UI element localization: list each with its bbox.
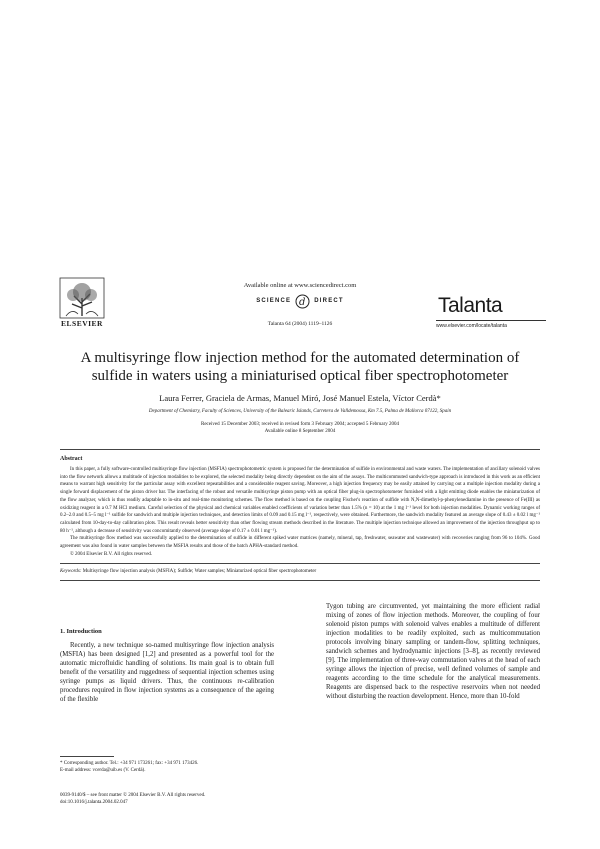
title-line-2: sulfide in waters using a miniaturised optical fiber spectrophotometer [91,368,509,384]
journal-citation: Talanta 64 (2004) 1119–1126 [267,321,333,327]
available-online-text[interactable]: Available online at www.sciencedirect.com [243,282,357,289]
keywords-label: Keywords: [60,569,82,574]
intro-paragraph-right: Tygon tubing are circumvented, yet maintaining the more efficient radial mixing of zones of flow injection methods. Moreover, the coupling of four solenoid piston pumps with solenoid valves enables a multitude of different injection modalities to be readily exploited, such as multicommutation protocols involving binary sampling or tandem-flow, splitting techniques, sandwich schemes and hydrodynamic injections [3–8], as recently reviewed [9]. The implementation of three-way commutation valves at the head of each syringe allows the injection of precise, well defined volumes of sample and reagents according to the time schedule for the analytical measurements. Reagents are dispensed back to the respective reservoirs when not needed without disturbing the reaction development. Hence, more than 10-fold [326,603,540,700]
sciencedirect-logo[interactable] [210,293,390,309]
abstract-heading: Abstract [60,456,83,462]
abstract-top-rule [60,449,540,450]
abstract-copyright: © 2004 Elsevier B.V. All rights reserved. [70,551,153,557]
sciencedirect-right: DIRECT [314,298,344,304]
author-list: Laura Ferrer, Graciela de Armas, Manuel Miró, José Manuel Estela, Víctor Cerdà* [159,393,441,403]
keywords-text: Multisyringe flow injection analysis (MSFIA); Sulfide; Water samples; Miniaturized optical fiber spectrophotometer [82,569,317,574]
author-email[interactable]: E-mail address: vcerda@uib.es (V. Cerdà). [60,768,146,773]
svg-text:d: d [299,296,306,308]
article-identifiers [60,792,274,806]
abstract-bottom-rule [60,580,540,581]
abstract-paragraph-1: In this paper, a fully software-controlled multisyringe flow injection (MSFIA) spectrophotometric system is proposed for the determination of sulfide in environmental and waste waters. The implementation of ancillary solenoid valves into the flow network allows a multitude of injection modalities to be explored, the selected modality being directly dependent on the aim of the assays. The multicommuted sandwich-type approach is introduced in this work as an efficient means to warrant high sensitivity for the particular assay with excellent repeatabilities and a considerable reagent saving. Moreover, a high injection frequency may be easily attained by carrying out a multiple injection modality during a single forward displacement of the piston driver bar. The interfacing of the robust and versatile multisyringe piston pump with an optical fiber plug-in spectrophotometer furnished with a light emitting diode enables the miniaturization of the flow analyzer, which is thus readily adaptable to in-situ and real-time monitoring schemes. The flow method is based on the coupling Fischer's reaction of sulfide with N,N-dimethyl-p-phenylenediamine in the presence of Fe(III) as oxidizing reagent in a 0.7 M HCl medium. Careful selection of the physical and chemical variables enabled coefficients of variation better than 1.5% (n = 10) at the 1 mg l⁻¹ level for both injection modalities. Dynamic working ranges of 0.2–2.0 and 0.5–5 mg l⁻¹ sulfide for sandwich and multiple injection techniques, and detection limits of 0.09 and 0.15 mg l⁻¹, respectively, were obtained. Furthermore, the sandwich modality featured an average slope of 0.43 ± 0.02 l mg⁻¹ calculated from 10-day-to-day calibration plots. This result reveals better sensitivity than other flowing stream methods described in the literature. The multiple injection technique allowed an improvement of the injection throughput up to 80 h⁻¹, although a decrease of sensitivity was concomitantly observed (average slope of 0.17 ± 0.01 l mg⁻¹). [60,467,540,534]
issn-line: 0039-9140/$ – see front matter © 2004 Elsevier B.V. All rights reserved. [60,793,206,798]
article-history [45,421,555,435]
online-date: Available online 8 September 2004 [264,429,336,434]
keywords-line [60,569,540,574]
abstract-paragraph-2: The multisyringe flow method was successfully applied to the determination of sulfide in different spiked water matrices (namely, mineral, tap, freshwater, seawater and wastewater) with recoveries ranging from 96 to 104%. Good agreement was also found in water samples between the MSFIA results and those of the batch APHA-standard method. [60,536,540,550]
footnote-rule [60,756,114,757]
title-line-1: A multisyringe flow injection method for the automated determination of [80,350,520,366]
section-heading: 1. Introduction [60,628,102,635]
left-column [60,642,274,705]
affiliation: Department of Chemistry, Faculty of Sciences, University of the Balearic Islands, Carretera de Valldemossa, Km 7.5, Palma de Mallorca 07122, Spain [148,409,452,414]
corresponding-author: * Corresponding author. Tel.: +34 971 173261; fax: +34 971 173426. [60,761,199,766]
sciencedirect-d-icon [295,294,310,309]
right-column [326,603,540,701]
received-dates: Received 15 December 2003; received in revised form 3 February 2004; accepted 5 February 2004 [201,422,399,427]
intro-paragraph-left: Recently, a new technique so-named multisyringe flow injection analysis (MSFIA) has been designed [1,2] and presented as a powerful tool for the automatic microfluidic handling of solutions. Its main goal is to obtain full benefit of the versatility and ruggedness of sequential injection schemes using syringe pumps as liquid drivers. Thus, the continuous re-calibration procedures required in flow injection systems as a consequence of the ageing of the flexible [60,642,274,703]
article-title [45,349,555,385]
publisher-name: ELSEVIER [61,319,103,328]
abstract-body [60,466,540,558]
doi-line[interactable]: doi:10.1016/j.talanta.2004.02.047 [60,800,128,805]
footnotes [60,760,274,774]
journal-url[interactable]: www.elsevier.com/locate/talanta [436,323,507,329]
journal-logo-rule [436,320,546,321]
sciencedirect-left: SCIENCE [256,298,292,304]
journal-logo: Talanta [438,294,503,317]
keywords-rule [60,563,540,564]
